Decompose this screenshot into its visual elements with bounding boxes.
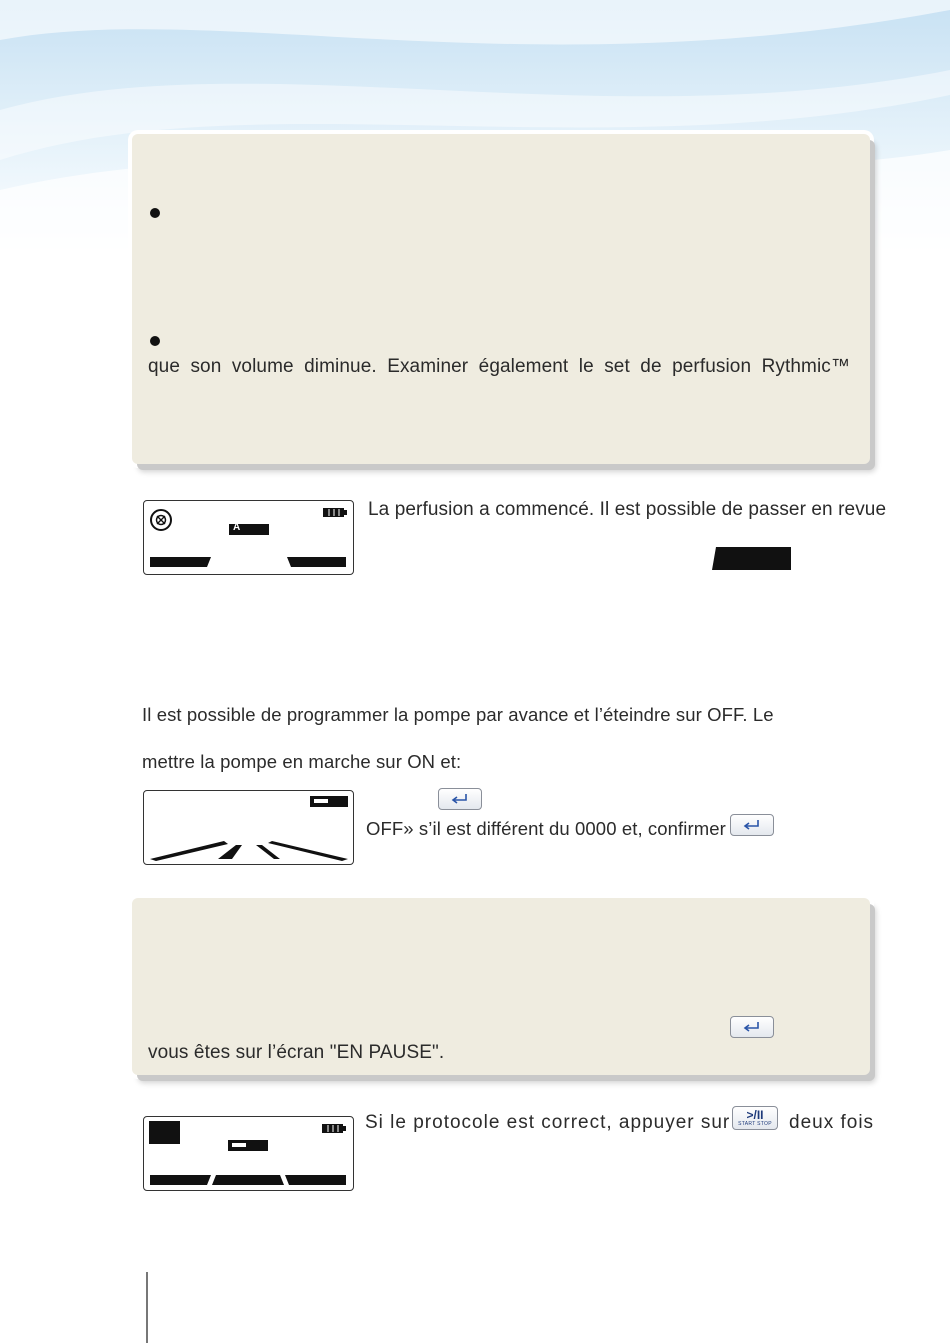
volume-bar-icon xyxy=(228,1140,268,1151)
battery-icon xyxy=(322,1124,346,1133)
start-stop-icon: >/II xyxy=(746,1108,764,1122)
softkey-bar-left xyxy=(150,1175,211,1185)
enter-icon xyxy=(742,1021,762,1033)
enter-key-button xyxy=(730,1016,774,1038)
battery-icon xyxy=(323,508,347,517)
lcd-screen-started xyxy=(143,500,354,575)
warning-box-1 xyxy=(132,134,870,464)
pause-text: vous êtes sur l’écran "EN PAUSE". xyxy=(148,1042,445,1063)
softkey-bar-right xyxy=(287,557,346,567)
enter-icon xyxy=(742,819,762,831)
start-stop-key-button xyxy=(732,1106,778,1130)
softkey-bar-mid-right xyxy=(256,845,280,859)
protocol-text-start: Si le protocole est correct, appuyer sur xyxy=(365,1112,731,1133)
page-margin-line xyxy=(146,1272,148,1343)
softkey-bar-right xyxy=(285,1175,346,1185)
softkey-highlight xyxy=(712,547,792,571)
volume-bar-icon xyxy=(310,796,348,807)
softkey-bar-mid-left xyxy=(218,845,242,859)
softkey-bar-mid xyxy=(212,1175,284,1185)
program-text-line2: mettre la pompe en marche sur ON et: xyxy=(142,751,462,772)
mode-label: A xyxy=(233,522,241,533)
program-text-line1: Il est possible de programmer la pompe par avance et l’éteindre sur OFF. Le xyxy=(142,704,774,725)
lcd-screen-graphic xyxy=(144,1117,352,1189)
enter-icon xyxy=(450,793,470,805)
enter-key-button xyxy=(730,814,774,836)
lcd-screen-protocol xyxy=(143,1116,354,1191)
alarm-icon xyxy=(151,510,171,530)
protocol-text-end: deux fois xyxy=(789,1112,875,1133)
status-block xyxy=(149,1121,180,1144)
started-text: La perfusion a commencé. Il est possible de passer en revue xyxy=(368,499,887,520)
program-step-text: OFF» s’il est différent du 0000 et, confirmer xyxy=(366,818,726,839)
softkey-bar-right xyxy=(268,841,348,861)
lcd-screen-program xyxy=(143,790,354,865)
bullet-point xyxy=(150,336,160,346)
lcd-screen-graphic xyxy=(144,501,352,573)
start-stop-key-caption: START STOP xyxy=(738,1121,772,1127)
softkey-bar-left xyxy=(150,557,211,567)
lcd-screen-graphic xyxy=(144,791,352,863)
bullet-point xyxy=(150,208,160,218)
softkey-bar-left xyxy=(150,841,228,861)
warning-text-line: que son volume diminue. Examiner également le set de perfusion Rythmic™ xyxy=(148,356,850,377)
enter-key-button xyxy=(438,788,482,810)
